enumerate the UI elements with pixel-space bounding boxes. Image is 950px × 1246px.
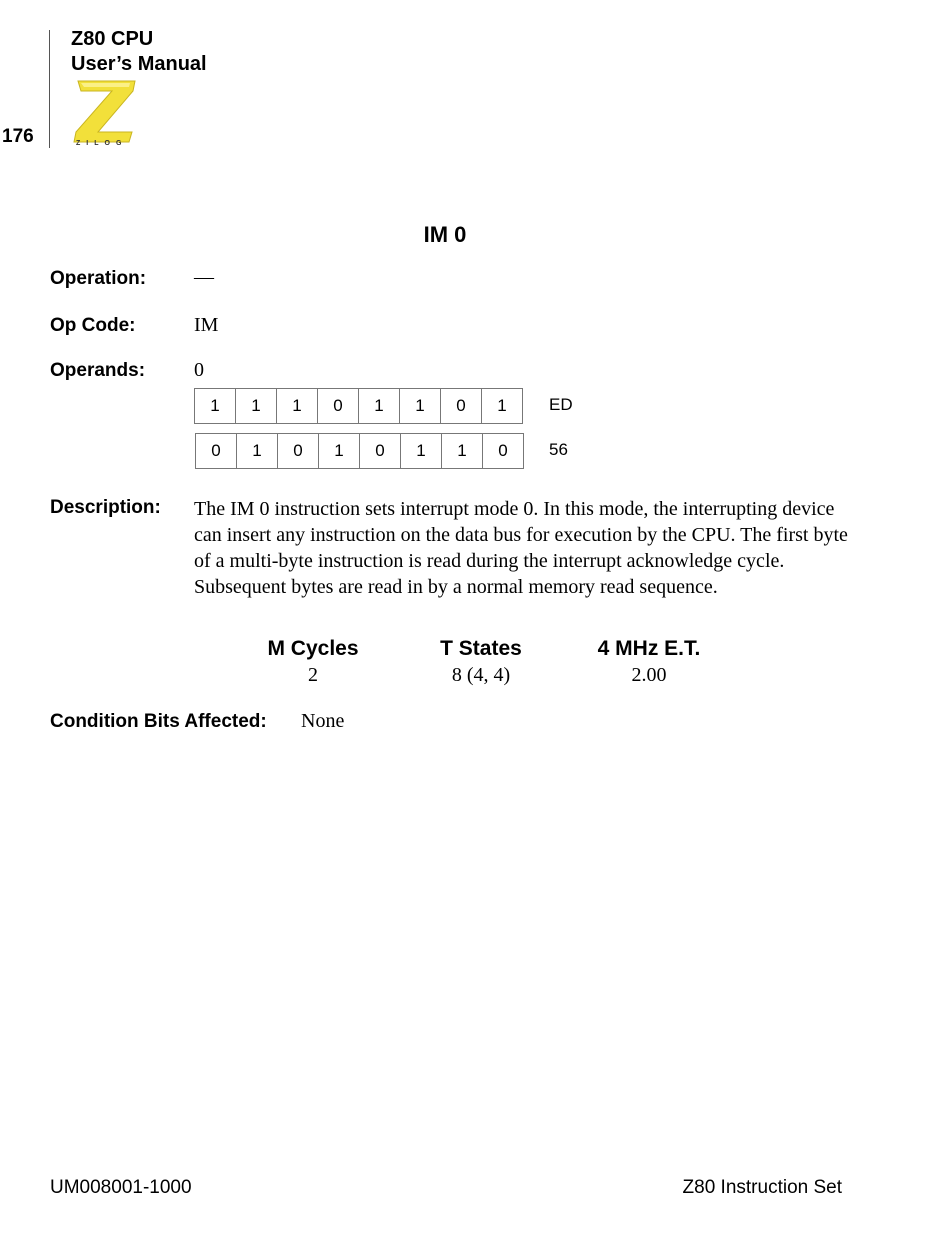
bit-cell: 1 [276,388,318,424]
operands-label: Operands: [50,360,146,381]
bit-cell: 0 [359,433,401,469]
zilog-logo-text: ZILOG [76,140,128,147]
bit-cell: 0 [317,388,359,424]
bit-cell: 0 [482,433,524,469]
condition-bits-label: Condition Bits Affected: [50,711,267,732]
opcode-label: Op Code: [50,315,136,336]
bit-cell: 1 [194,388,236,424]
page-number: 176 [2,126,34,147]
opcode-byte2-hex: 56 [549,440,568,459]
timing-value-m-cycles: 2 [308,664,318,686]
bit-cell: 1 [441,433,483,469]
bit-cell: 0 [440,388,482,424]
opcode-value: IM [194,314,219,336]
bit-cell: 1 [399,388,441,424]
header-divider [49,30,50,148]
bit-cell: 0 [277,433,319,469]
zilog-logo-icon [72,78,138,148]
opcode-byte2-bits [195,433,524,469]
bit-cell: 1 [318,433,360,469]
operands-value: 0 [194,359,204,381]
bit-cell: 1 [235,388,277,424]
description-label: Description: [50,497,161,518]
operation-label: Operation: [50,268,147,289]
timing-value-t-states: 8 (4, 4) [451,664,511,686]
operation-value: — [194,266,214,288]
manual-title-line1: Z80 CPU [71,28,154,50]
manual-title-line2: User’s Manual [71,53,207,75]
opcode-byte1-hex: ED [549,395,573,414]
manual-title [71,27,207,77]
bit-cell: 1 [400,433,442,469]
description-text: The IM 0 instruction sets interrupt mode 0. In this mode, the interrupting device can insert any instruction on the data bus for execution by the CPU. The first byte of a multi-byte instruction is read during the interrupt acknowledge cycle. Subsequent bytes are read in by a normal memory read sequence. [194,498,848,598]
zilog-logo [72,78,138,148]
instruction-title: IM 0 [423,222,467,247]
footer-document-id: UM008001-1000 [50,1177,192,1198]
timing-header-t-states: T States [440,637,522,660]
opcode-byte1-bits [194,388,523,424]
bit-cell: 0 [195,433,237,469]
timing-value-exec-time: 2.00 [631,664,667,686]
timing-header-m-cycles: M Cycles [267,637,359,660]
timing-header-exec-time: 4 MHz E.T. [597,637,701,660]
bit-cell: 1 [236,433,278,469]
footer-section-title: Z80 Instruction Set [682,1177,842,1198]
bit-cell: 1 [358,388,400,424]
condition-bits-value: None [301,710,345,732]
bit-cell: 1 [481,388,523,424]
